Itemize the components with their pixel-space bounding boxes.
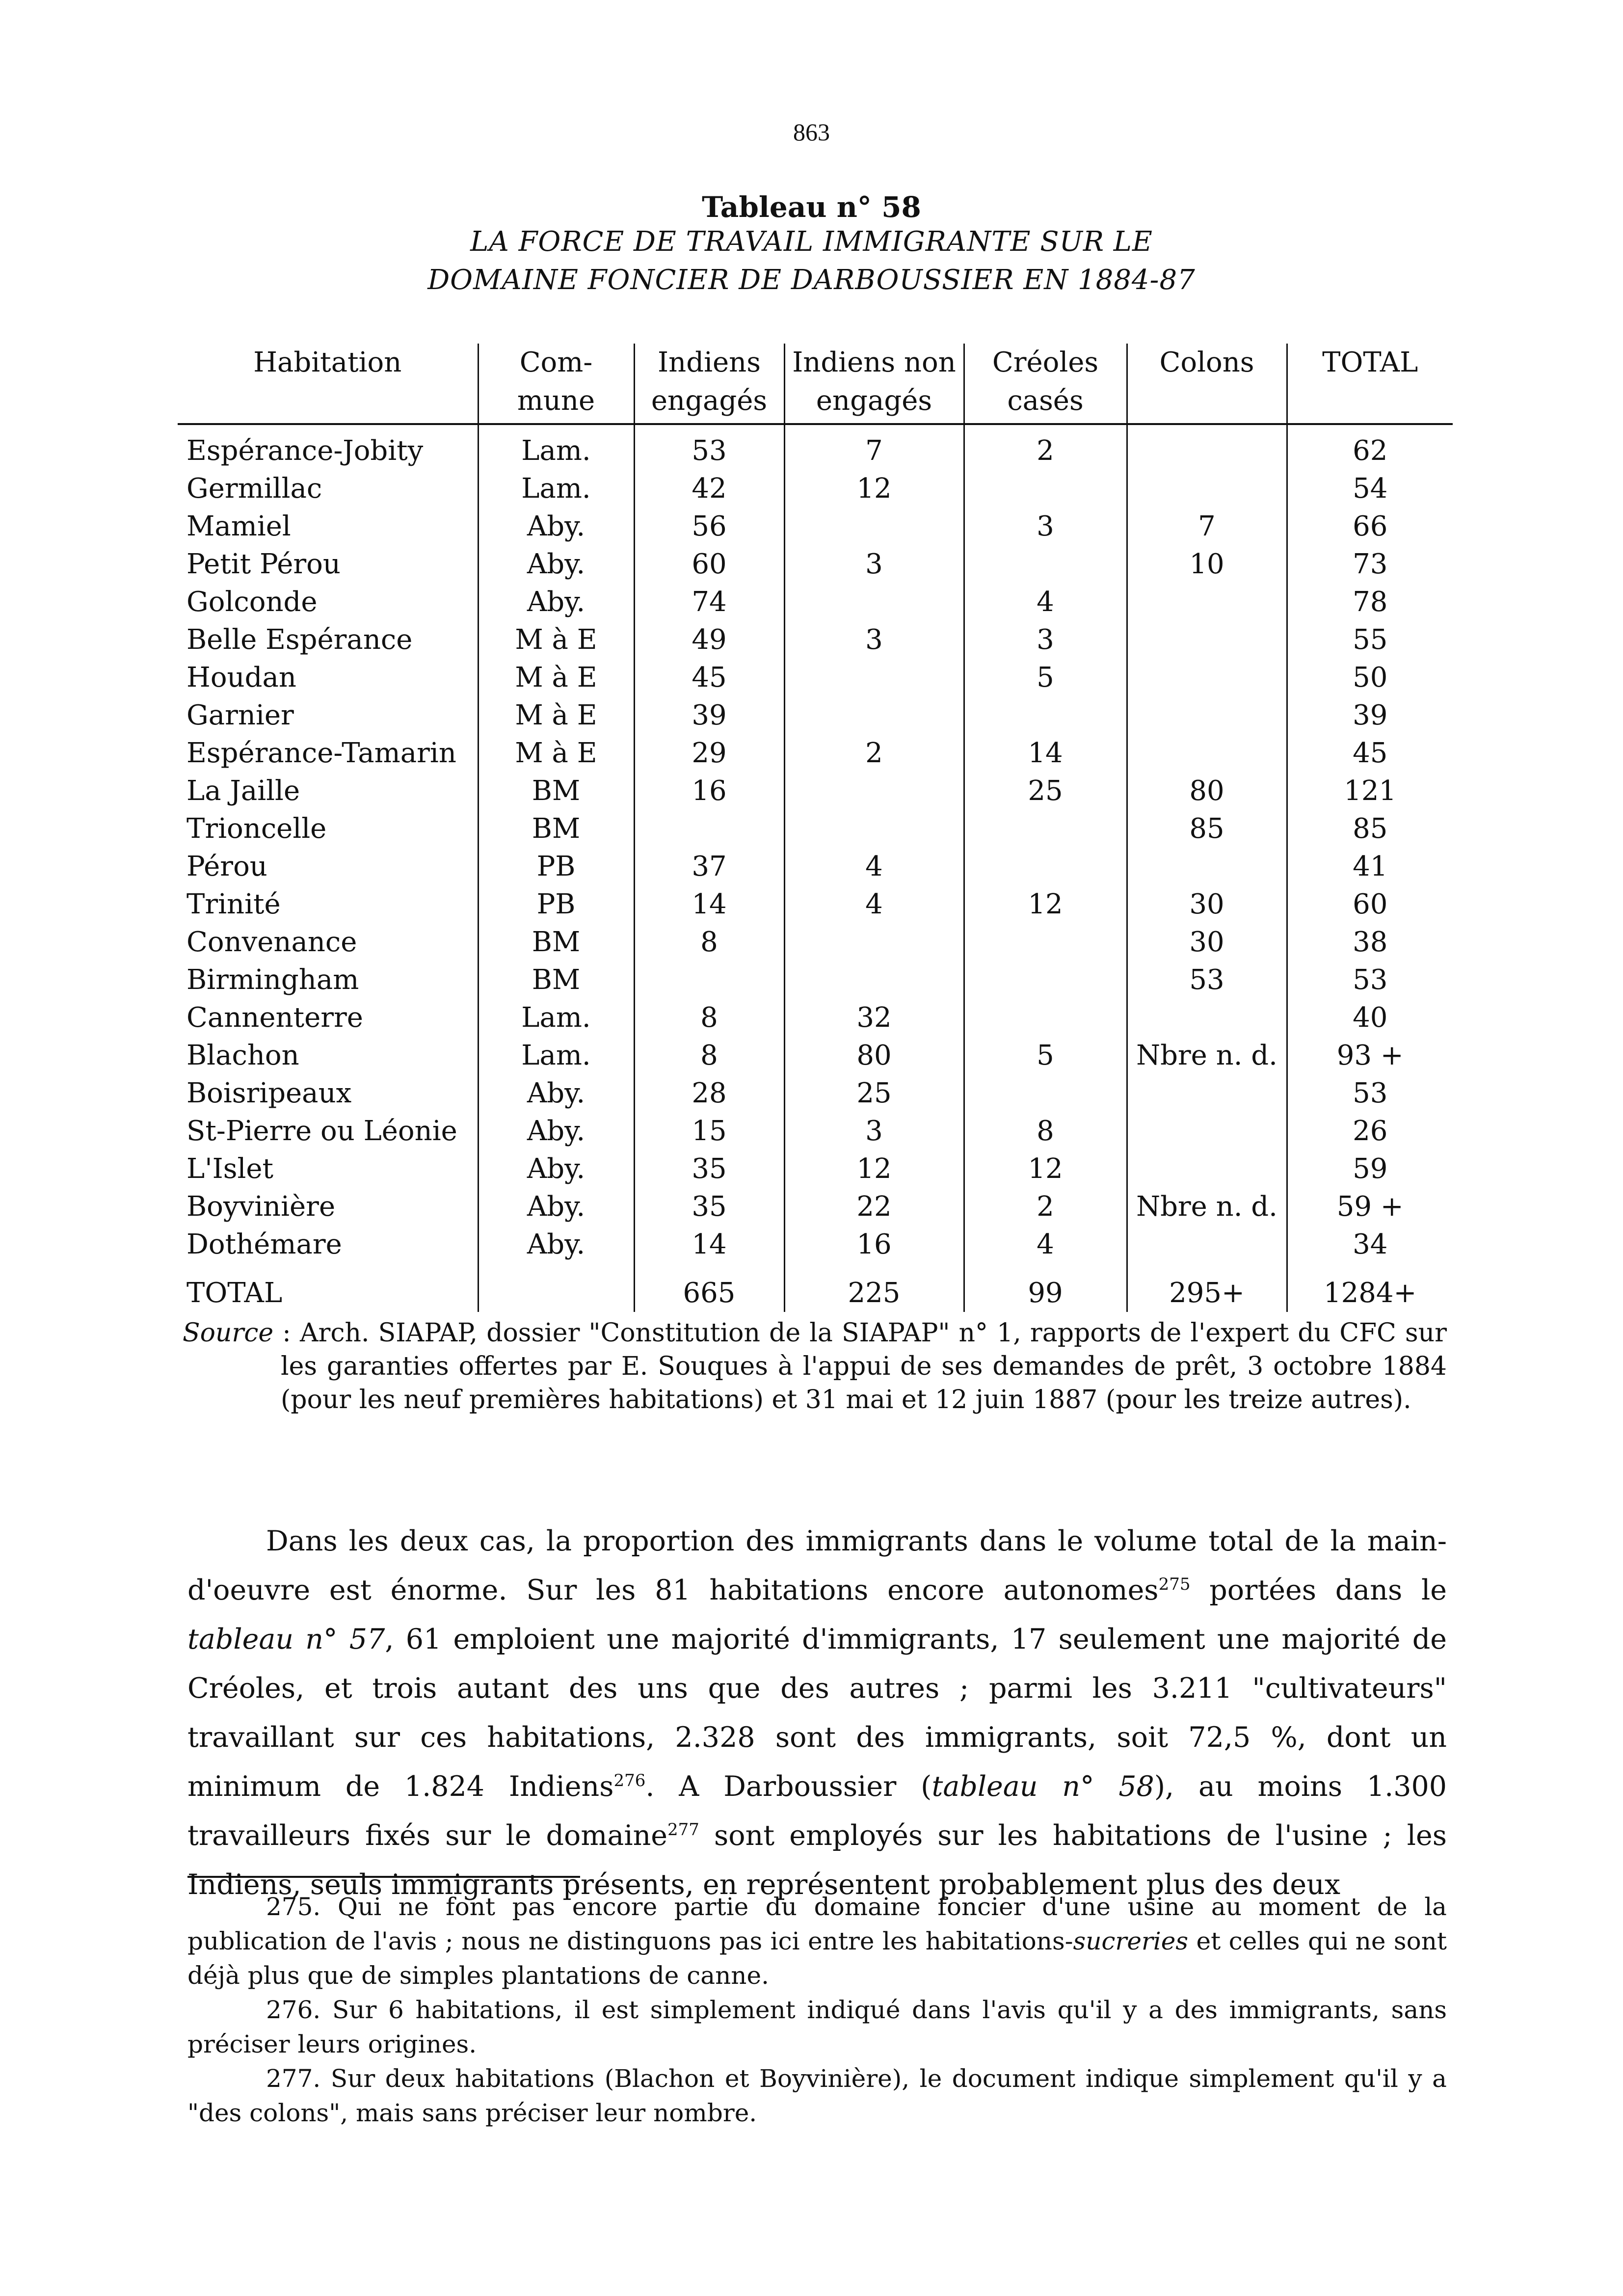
table-cell: Lam.: [478, 424, 634, 470]
column-header: [1127, 344, 1287, 424]
table-cell: 50: [1287, 659, 1453, 696]
table-row: [178, 734, 1453, 772]
data-table: [178, 344, 1453, 1312]
table-cell: [1127, 999, 1287, 1037]
table-cell: Aby.: [478, 507, 634, 545]
table-cell: [964, 999, 1127, 1037]
table-cell: 16: [634, 772, 784, 810]
table-cell: 39: [634, 696, 784, 734]
table-row: [178, 659, 1453, 696]
table-cell: [1127, 1150, 1287, 1188]
table-cell: 80: [1127, 772, 1287, 810]
footnote-275-text-a: 275. Qui ne font pas encore partie du domaine foncier d'une usine au moment de la publication de l'avis ; nous ne distinguons pas ici entre les habitations-: [187, 1893, 1447, 1955]
table-cell: BM: [478, 772, 634, 810]
table-cell: 41: [1287, 848, 1453, 885]
habitation-cell: St-Pierre ou Léonie: [186, 1115, 457, 1147]
body-text-6: sont employés sur les habitations de l'usine ; les Indiens, seuls immigrants présents, en représentent probablement plus des deux: [187, 1819, 1447, 1901]
table-row: [178, 1112, 1453, 1150]
table-cell: Aby.: [478, 583, 634, 621]
table-cell: 12: [784, 470, 964, 507]
footnote-276: 276. Sur 6 habitations, il est simplement indiqué dans l'avis qu'il y a des immigrants, sans préciser leurs origines.: [187, 1996, 1447, 2058]
table-cell: [964, 470, 1127, 507]
table-row: [178, 696, 1453, 734]
source-text: : Arch. SIAPAP, dossier "Constitution de la SIAPAP" n° 1, rapports de l'expert du CFC sur les garanties offertes par E. Souques à l'appui de ses demandes de prêt, 3 octobre 1884 (pour les neuf premières habitations) et 31 mai et 12 juin 1887 (pour les treize autres).: [273, 1318, 1447, 1415]
column-header-line-1: Habitation: [253, 347, 402, 378]
table-cell: [634, 810, 784, 848]
table-cell: 53: [634, 424, 784, 470]
table-cell: 295+: [1127, 1263, 1287, 1312]
habitation-cell: Germillac: [186, 473, 322, 505]
table-cell: [964, 961, 1127, 999]
table-cell: 14: [634, 885, 784, 923]
table-cell: [964, 810, 1127, 848]
column-header-line-2: engagés: [816, 385, 932, 417]
footnote-divider: [187, 1876, 580, 1878]
table-cell: 2: [964, 424, 1127, 470]
table-row: [178, 1188, 1453, 1226]
table-cell: 12: [964, 885, 1127, 923]
table-cell: 35: [634, 1150, 784, 1188]
table-body: [178, 424, 1453, 1312]
column-header: [634, 344, 784, 424]
table-cell: 74: [634, 583, 784, 621]
habitation-cell: Pérou: [186, 851, 267, 882]
column-header-line-1: TOTAL: [1322, 347, 1418, 378]
table-cell: 8: [964, 1112, 1127, 1150]
table-cell: [784, 659, 964, 696]
table-row: [178, 583, 1453, 621]
footnotes: [187, 1890, 1447, 2130]
column-header-line-1: Colons: [1159, 347, 1254, 378]
table-cell: 56: [634, 507, 784, 545]
table-cell: [964, 696, 1127, 734]
habitation-cell: Blachon: [186, 1040, 299, 1071]
habitation-cell: Convenance: [186, 926, 357, 958]
table-row: [178, 961, 1453, 999]
footnote-275: [187, 1890, 1447, 1993]
table-cell: 10: [1127, 545, 1287, 583]
table-cell: 4: [964, 583, 1127, 621]
table-cell: 55: [1287, 621, 1453, 659]
table-row: [178, 424, 1453, 470]
column-header-line-2: engagés: [651, 385, 768, 417]
table-cell: 45: [634, 659, 784, 696]
table-cell: 80: [784, 1037, 964, 1074]
table-row: [178, 507, 1453, 545]
table-cell: [964, 848, 1127, 885]
habitation-cell: Dothémare: [186, 1228, 342, 1260]
table-reference-57: tableau n° 57: [187, 1623, 385, 1655]
table-cell: [784, 507, 964, 545]
source-note: [183, 1316, 1447, 1416]
table-cell: 12: [964, 1150, 1127, 1188]
table-cell: 5: [964, 659, 1127, 696]
column-header-line-1: Com-: [519, 347, 593, 378]
table-cell: [1127, 734, 1287, 772]
footnote-ref-277: 277: [667, 1820, 699, 1840]
table-cell: M à E: [478, 734, 634, 772]
table-cell: Aby.: [478, 545, 634, 583]
table-cell: 26: [1287, 1112, 1453, 1150]
footnote-275-italic: sucreries: [1073, 1927, 1189, 1955]
table-cell: 53: [1127, 961, 1287, 999]
habitation-cell: Boyvinière: [186, 1191, 336, 1223]
footnote-277: 277. Sur deux habitations (Blachon et Boyvinière), le document indique simplement qu'il y a "des colons", mais sans préciser leur nombre.: [187, 2064, 1447, 2127]
table-cell: PB: [478, 848, 634, 885]
table-cell: 1284+: [1287, 1263, 1453, 1312]
table-cell: 37: [634, 848, 784, 885]
table-cell: Nbre n. d.: [1127, 1188, 1287, 1226]
body-text-3: , 61 emploient une majorité d'immigrants, 17 seulement une majorité de Créoles, et trois autant des uns que des autres ; parmi les 3.211 "cultivateurs" travaillant sur ces habitations, 2.328 sont des immigrants, soit 72,5 %, dont un minimum de 1.824 Indiens: [187, 1623, 1447, 1803]
table-cell: 25: [784, 1074, 964, 1112]
table-row: [178, 1150, 1453, 1188]
table-cell: 25: [964, 772, 1127, 810]
table-cell: [1127, 659, 1287, 696]
table-cell: 8: [634, 1037, 784, 1074]
table-cell: 39: [1287, 696, 1453, 734]
table-row: [178, 885, 1453, 923]
table-cell: 32: [784, 999, 964, 1037]
table-cell: 30: [1127, 885, 1287, 923]
table-cell: 3: [964, 507, 1127, 545]
table-cell: 38: [1287, 923, 1453, 961]
habitation-cell: Garnier: [186, 699, 294, 731]
table-cell: Aby.: [478, 1226, 634, 1263]
table-cell: [784, 772, 964, 810]
table-cell: 22: [784, 1188, 964, 1226]
table-cell: Aby.: [478, 1074, 634, 1112]
table-cell: 15: [634, 1112, 784, 1150]
table-cell: Aby.: [478, 1112, 634, 1150]
table-cell: [964, 923, 1127, 961]
table-reference-58: tableau n° 58: [931, 1770, 1154, 1803]
table-cell: [784, 583, 964, 621]
table-cell: 49: [634, 621, 784, 659]
table-cell: [1127, 1112, 1287, 1150]
habitation-cell: Houdan: [186, 662, 296, 694]
table-cell: 16: [784, 1226, 964, 1263]
column-header-line-1: Indiens non: [792, 347, 956, 378]
table-cell: 2: [784, 734, 964, 772]
column-header: [478, 344, 634, 424]
body-text-1: Dans les deux cas, la proportion des immigrants dans le volume total de la main-d'oeuvre est énorme. Sur les 81 habitations encore autonomes: [187, 1525, 1447, 1606]
column-header-line-1: Indiens: [658, 347, 761, 378]
table-cell: [1127, 696, 1287, 734]
habitation-cell: Trinité: [186, 888, 281, 920]
table-cell: 7: [1127, 507, 1287, 545]
table-cell: 4: [784, 885, 964, 923]
table-row: [178, 1074, 1453, 1112]
table-cell: [784, 696, 964, 734]
column-header: [1287, 344, 1453, 424]
habitation-cell: Golconde: [186, 586, 318, 618]
table-cell: 5: [964, 1037, 1127, 1074]
table-cell: 4: [784, 848, 964, 885]
table-cell: [478, 1263, 634, 1312]
total-row: [178, 1263, 1453, 1312]
habitation-cell: Boisripeaux: [186, 1077, 352, 1109]
footnote-ref-275: 275: [1158, 1575, 1191, 1594]
table-cell: [964, 1074, 1127, 1112]
table-cell: 14: [964, 734, 1127, 772]
table-row: [178, 470, 1453, 507]
table-cell: [1127, 470, 1287, 507]
table-cell: 62: [1287, 424, 1453, 470]
column-header: [964, 344, 1127, 424]
table-cell: 121: [1287, 772, 1453, 810]
habitation-cell: Trioncelle: [186, 813, 327, 845]
table-cell: [1127, 1226, 1287, 1263]
habitation-cell: Petit Pérou: [186, 548, 341, 580]
table-row: [178, 545, 1453, 583]
table-cell: 45: [1287, 734, 1453, 772]
table-cell: [784, 961, 964, 999]
table-cell: Lam.: [478, 999, 634, 1037]
table-cell: Aby.: [478, 1150, 634, 1188]
table-cell: 225: [784, 1263, 964, 1312]
table-cell: Nbre n. d.: [1127, 1037, 1287, 1074]
footnote-275-text-b: et celles qui ne sont déjà plus que de simples plantations de canne.: [187, 1927, 1447, 1990]
habitation-cell: Belle Espérance: [186, 624, 413, 656]
habitation-cell: Cannenterre: [186, 1002, 363, 1034]
table-subtitle-line-1: LA FORCE DE TRAVAIL IMMIGRANTE SUR LE: [470, 226, 1153, 258]
table-cell: [964, 545, 1127, 583]
table-title: Tableau n° 58: [702, 190, 921, 224]
table-cell: 3: [784, 621, 964, 659]
table-cell: 73: [1287, 545, 1453, 583]
table-cell: 53: [1287, 961, 1453, 999]
table-cell: 93 +: [1287, 1037, 1453, 1074]
table-cell: PB: [478, 885, 634, 923]
table-cell: 4: [964, 1226, 1127, 1263]
body-text-2: portées dans le: [1190, 1574, 1447, 1606]
source-label: Source: [183, 1318, 274, 1348]
table-cell: 34: [1287, 1226, 1453, 1263]
habitation-cell: TOTAL: [186, 1277, 283, 1309]
table-cell: 66: [1287, 507, 1453, 545]
table-row: [178, 772, 1453, 810]
table-header-row: [178, 344, 1453, 424]
table-row: [178, 621, 1453, 659]
table-row: [178, 848, 1453, 885]
table-cell: Lam.: [478, 470, 634, 507]
table-cell: [634, 961, 784, 999]
page-number: 863: [793, 118, 830, 146]
body-text-4: . A Darboussier (: [645, 1770, 932, 1803]
table-cell: 8: [634, 923, 784, 961]
column-header-line-2: mune: [517, 385, 595, 417]
table-cell: 12: [784, 1150, 964, 1188]
table-row: [178, 999, 1453, 1037]
table-cell: [1127, 621, 1287, 659]
table-cell: [1127, 848, 1287, 885]
table-cell: 7: [784, 424, 964, 470]
table-cell: 14: [634, 1226, 784, 1263]
table-cell: M à E: [478, 696, 634, 734]
table-cell: 59 +: [1287, 1188, 1453, 1226]
table-cell: Aby.: [478, 1188, 634, 1226]
table-cell: 8: [634, 999, 784, 1037]
table-cell: BM: [478, 810, 634, 848]
column-header-line-2: casés: [1007, 385, 1084, 417]
table-cell: 665: [634, 1263, 784, 1312]
table-cell: BM: [478, 961, 634, 999]
habitation-cell: Birmingham: [186, 964, 359, 996]
table-cell: 60: [1287, 885, 1453, 923]
table-cell: 60: [634, 545, 784, 583]
column-header: [784, 344, 964, 424]
body-paragraph: [187, 1517, 1447, 1909]
column-header-line-1: Créoles: [992, 347, 1099, 378]
table-row: [178, 923, 1453, 961]
habitation-cell: La Jaille: [186, 775, 300, 807]
table-row: [178, 810, 1453, 848]
table-cell: BM: [478, 923, 634, 961]
table-cell: 53: [1287, 1074, 1453, 1112]
table-cell: [1127, 583, 1287, 621]
table-cell: 3: [784, 1112, 964, 1150]
table-cell: Lam.: [478, 1037, 634, 1074]
table-cell: 35: [634, 1188, 784, 1226]
habitation-cell: Espérance-Tamarin: [186, 737, 456, 769]
data-table-container: [178, 344, 1454, 1312]
table-cell: 3: [964, 621, 1127, 659]
body-text-5: ), au moins 1.300 travailleurs fixés sur le domaine: [187, 1770, 1447, 1852]
habitation-cell: L'Islet: [186, 1153, 273, 1185]
table-cell: [784, 923, 964, 961]
column-header: [178, 344, 478, 424]
table-cell: [1127, 1074, 1287, 1112]
footnote-ref-276: 276: [613, 1771, 646, 1790]
table-row: [178, 1037, 1453, 1074]
table-cell: 59: [1287, 1150, 1453, 1188]
table-cell: M à E: [478, 621, 634, 659]
table-cell: [784, 810, 964, 848]
table-cell: 78: [1287, 583, 1453, 621]
table-cell: 99: [964, 1263, 1127, 1312]
table-cell: 54: [1287, 470, 1453, 507]
table-cell: 85: [1287, 810, 1453, 848]
habitation-cell: Espérance-Jobity: [186, 435, 424, 467]
table-row: [178, 1226, 1453, 1263]
habitation-cell: Mamiel: [186, 510, 291, 542]
table-cell: [1127, 424, 1287, 470]
table-cell: 40: [1287, 999, 1453, 1037]
table-cell: 28: [634, 1074, 784, 1112]
table-cell: 3: [784, 545, 964, 583]
table-cell: 2: [964, 1188, 1127, 1226]
table-subtitle-line-2: DOMAINE FONCIER DE DARBOUSSIER EN 1884-87: [427, 264, 1196, 296]
table-cell: 29: [634, 734, 784, 772]
table-cell: 30: [1127, 923, 1287, 961]
table-cell: 42: [634, 470, 784, 507]
table-cell: M à E: [478, 659, 634, 696]
table-cell: 85: [1127, 810, 1287, 848]
